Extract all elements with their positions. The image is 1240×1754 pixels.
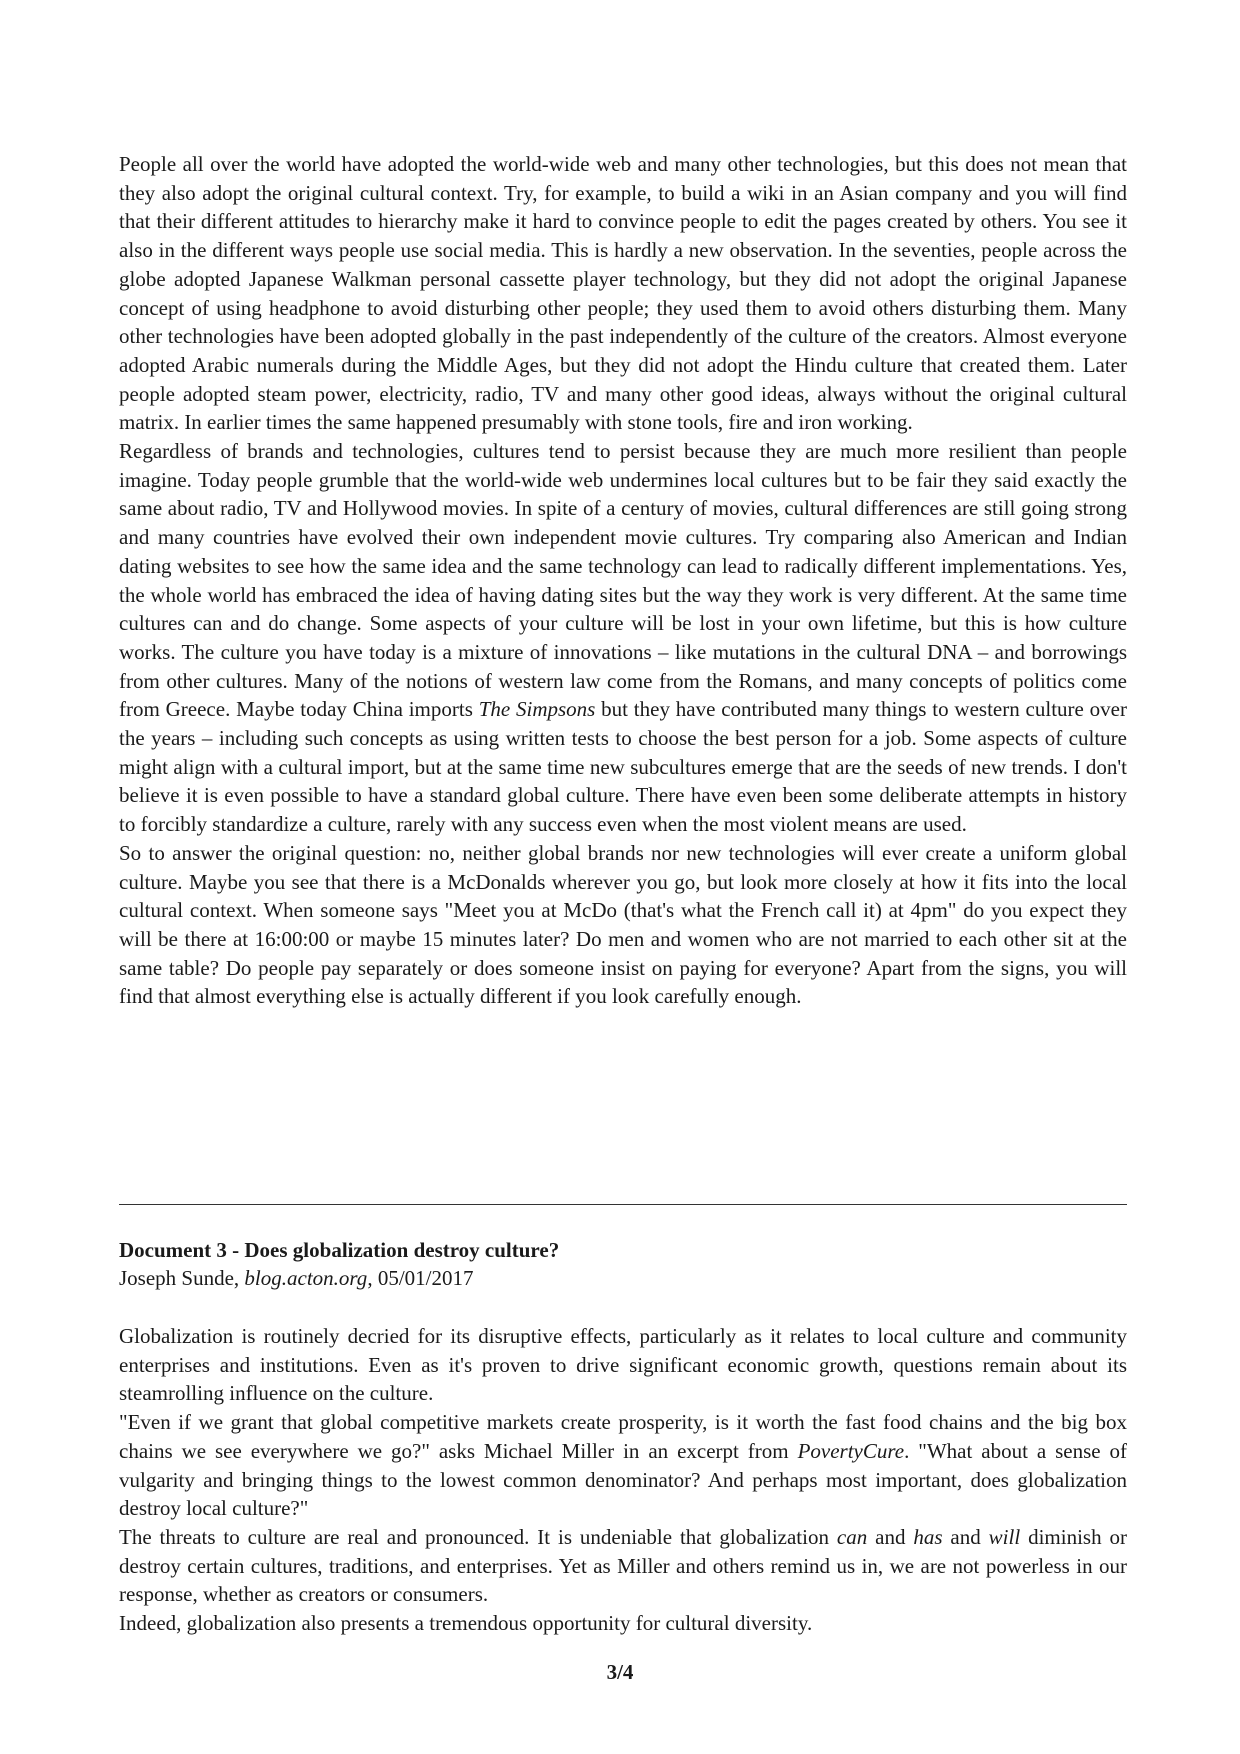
author-name: Joseph Sunde, (119, 1266, 245, 1290)
paragraph (119, 1523, 1127, 1609)
italic-title-text: can (836, 1524, 868, 1549)
text-run: diminish or destroy certain cultures, traditions, and enterprises. Yet as Miller and others remind us in, we are not powerless in our response, whether as creators or consumers. (119, 1524, 1127, 1607)
text-run: but they have contributed many things to western culture over the years – including such concepts as using written tests to choose the best person for a job. Some aspects of culture might align with a cultural import, but at the same time new subcultures emerge that are the seeds of new trends. I don't believe it is even possible to have a standard global culture. There have even been some deliberate attempts in history to forcibly standardize a culture, rarely with any success even when the most violent means are used. (119, 697, 1127, 837)
paragraph (119, 150, 1127, 437)
paragraph (119, 839, 1127, 1011)
document-heading: Document 3 - Does globalization destroy culture? (119, 1238, 560, 1262)
italic-title-text: The Simpsons (478, 697, 596, 722)
italic-title-text: PovertyCure (797, 1438, 905, 1463)
paragraph (119, 1322, 1127, 1408)
page-number: 3/4 (606, 1660, 634, 1684)
source-website: blog.acton.org (244, 1266, 368, 1290)
text-run: People all over the world have adopted the world-wide web and many other technologies, but this does not mean that they also adopt the original cultural context. Try, for example, to build a wiki in an Asian company and you will find that their different attitudes to hierarchy make it hard to convince people to edit the pages created by others. You see it also in the different ways people use social media. This is hardly a new observation. In the seventies, people across the globe adopted Japanese Walkman personal cassette player technology, but they did not adopt the original Japanese concept of using headphone to avoid disturbing other people; they used them to avoid others disturbing them. Many other technologies have been adopted globally in the past independently of the culture of the creators. Almost everyone adopted Arabic numerals during the Middle Ages, but they did not adopt the Hindu culture that created them. Later people adopted steam power, electricity, radio, TV and many other good ideas, always without the original cultural matrix. In earlier times the same happened presumably with stone tools, fire and iron working. (119, 152, 1127, 435)
text-run: The threats to culture are real and pronounced. It is undeniable that globalization (119, 1524, 837, 1549)
text-run: Globalization is routinely decried for its disruptive effects, particularly as it relates to local culture and community enterprises and institutions. Even as it's proven to drive significant economic growth, questions remain about its steamrolling influence on the culture. (119, 1324, 1127, 1406)
paragraph (119, 437, 1127, 839)
document3-text (119, 1322, 1127, 1638)
italic-title-text: will (988, 1524, 1021, 1549)
section-divider (119, 1204, 1127, 1205)
document-byline (119, 1264, 1127, 1293)
text-run: Indeed, globalization also presents a tremendous opportunity for cultural diversity. (119, 1611, 813, 1636)
paragraph (119, 1408, 1127, 1523)
italic-title-text: has (913, 1524, 943, 1549)
publication-date: , 05/01/2017 (367, 1266, 474, 1290)
text-run: and (942, 1524, 989, 1549)
text-run: Regardless of brands and technologies, cultures tend to persist because they are much more resilient than people imagine. Today people grumble that the world-wide web undermines local cultures but to be fair they said exactly the same about radio, TV and Hollywood movies. In spite of a century of movies, cultural differences are still going strong and many countries have evolved their own independent movie cultures. Try comparing also American and Indian dating websites to see how the same idea and the same technology can lead to radically different implementations. Yes, the whole world has embraced the idea of having dating sites but the way they work is very different. At the same time cultures can and do change. Some aspects of your culture will be lost in your own lifetime, but this is how culture works. The culture you have today is a mixture of innovations – like mutations in the cultural DNA – and borrowings from other cultures. Many of the notions of western law come from the Romans, and many concepts of politics come from Greece. Maybe today China imports (119, 439, 1127, 722)
text-run: . "What about a sense of vulgarity and bringing things to the lowest common denominator? And perhaps most important, does globalization destroy local culture?" (119, 1438, 1127, 1521)
paragraph (119, 1609, 1127, 1638)
essay-text-section (119, 150, 1127, 1011)
text-run: So to answer the original question: no, neither global brands nor new technologies will ever create a uniform global culture. Maybe you see that there is a McDonalds wherever you go, but look more closely at how it fits into the local cultural context. When someone says "Meet you at McDo (that's what the French call it) at 4pm" do you expect they will be there at 16:00:00 or maybe 15 minutes later? Do men and women who are not married to each other sit at the same table? Do people pay separately or does someone insist on paying for everyone? Apart from the signs, you will find that almost everything else is actually different if you look carefully enough. (119, 840, 1127, 1009)
text-run: "Even if we grant that global competitive markets create prosperity, is it worth the fast food chains and the big box chains we see everywhere we go?" asks Michael Miller in an excerpt from (119, 1410, 1127, 1463)
text-run: and (867, 1524, 914, 1549)
